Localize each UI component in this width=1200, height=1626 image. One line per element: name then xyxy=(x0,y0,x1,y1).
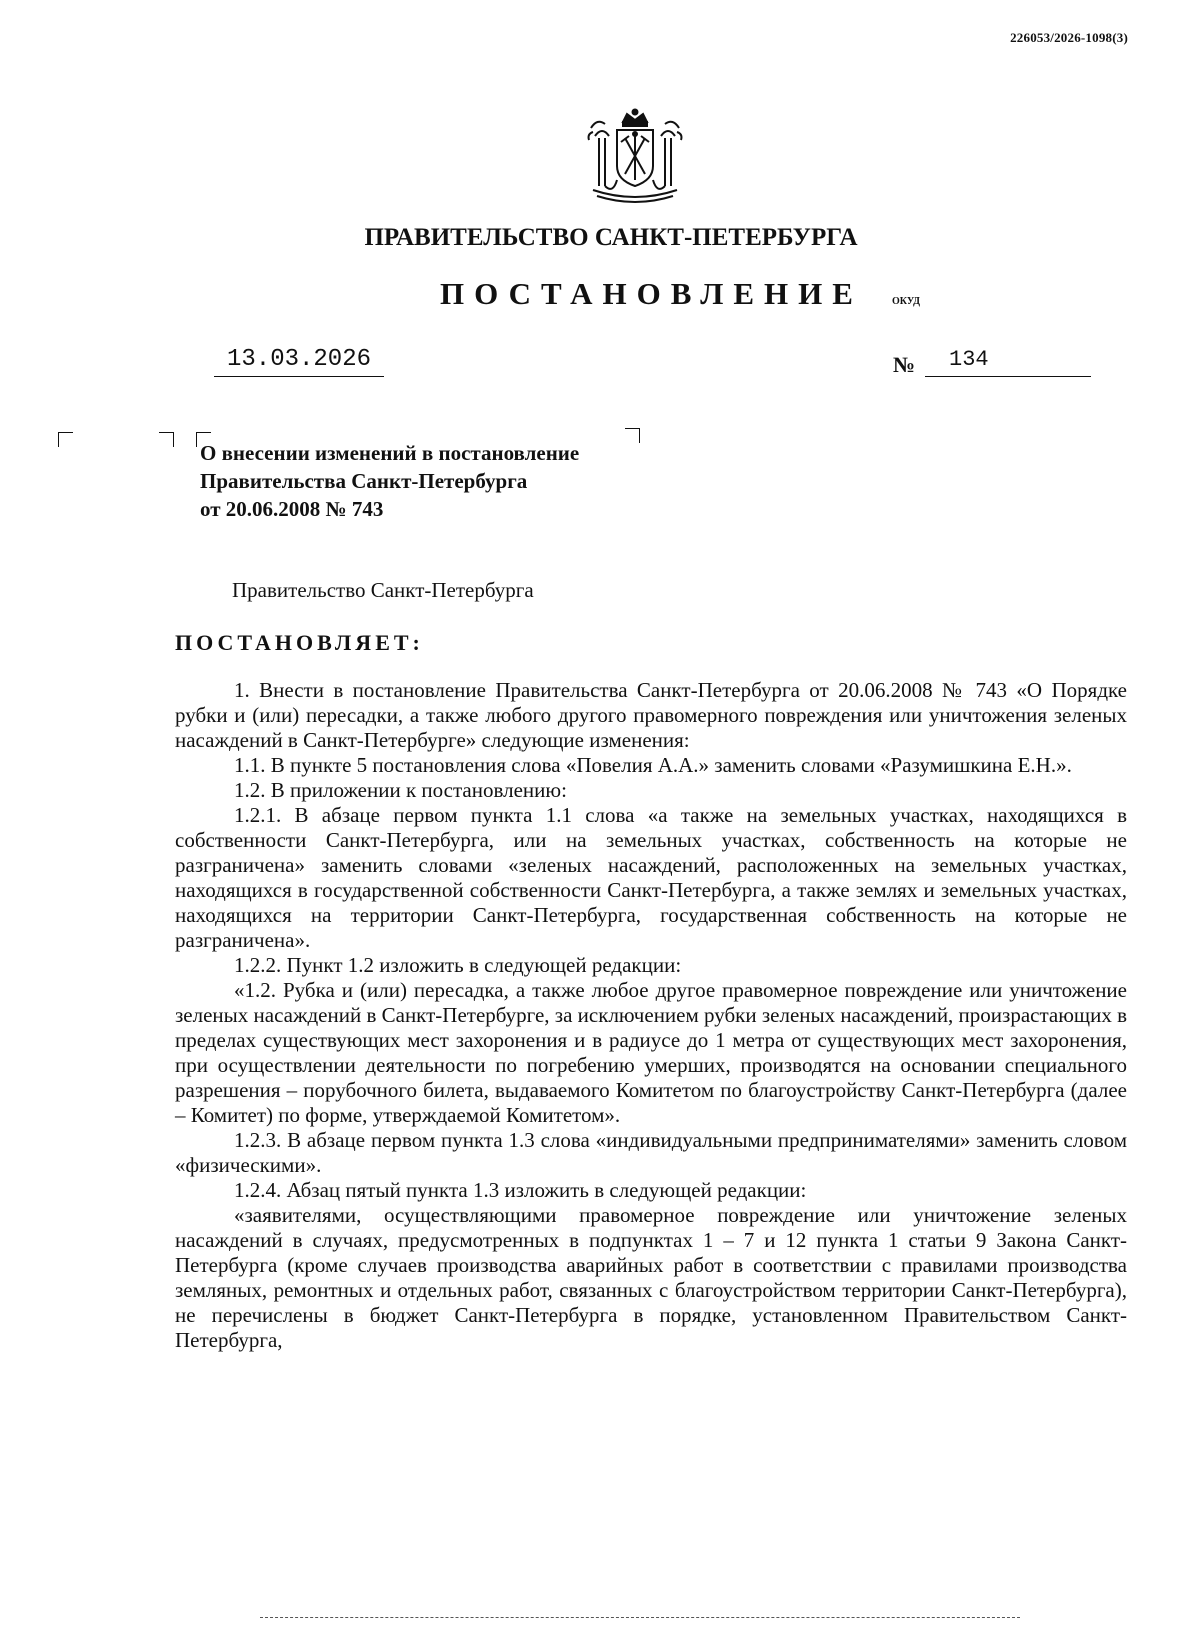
issuer-name: Правительство Санкт-Петербурга xyxy=(232,578,534,602)
document-date: 13.03.2026 xyxy=(226,346,372,373)
corner-mark xyxy=(58,432,73,447)
government-title: ПРАВИТЕЛЬСТВО САНКТ-ПЕТЕРБУРГА xyxy=(364,224,858,251)
document-body xyxy=(175,678,1127,1353)
number-field xyxy=(925,344,1091,377)
body-paragraph: 1.2. В приложении к постановлению: xyxy=(234,778,567,802)
body-paragraph: 1.1. В пункте 5 постановления слова «Повелия А.А.» заменить словами «Разумишкина Е.Н.». xyxy=(234,753,1072,777)
subject-line: О внесении изменений в постановление xyxy=(200,441,580,465)
corner-mark xyxy=(625,428,640,443)
body-paragraph: 1.2.4. Абзац пятый пункта 1.3 изложить в следующей редакции: xyxy=(234,1178,807,1202)
body-paragraph: 1.2.1. В абзаце первом пункта 1.1 слова «а также на земельных участках, находящихся в собственности Санкт-Петербурга, или на земельных участках, собственность на которые не разграничена» заменить словами «зеленых насаждений, расположенных на земельных участках, находящихся в государственной собственности Санкт-Петербурга, а также землях и земельных участках, находящихся на территории Санкт-Петербурга, государственная собственность на которые не разграничена». xyxy=(175,803,1127,952)
date-field xyxy=(214,344,384,377)
body-paragraph: 1. Внести в постановление Правительства Санкт-Петербурга от 20.06.2008 № 743 «О Порядке рубки и (или) пересадки, а также любого другого правомерного повреждения или уничтожения зеленых насаждений в Санкт-Петербурге» следующие изменения: xyxy=(175,678,1127,752)
subject-line: от 20.06.2008 № 743 xyxy=(200,497,384,521)
number-label: № xyxy=(893,352,916,377)
document-number: 134 xyxy=(949,347,989,372)
body-paragraph: «1.2. Рубка и (или) пересадка, а также любое другое правомерное повреждение или уничтожение зеленых насаждений в Санкт-Петербурге, за исключением рубки зеленых насаждений, произрастающих в пределах существующих мест захоронения и в радиусе до 1 метра от существующих мест захоронения, при осуществлении деятельности по погребению умерших, производятся на основании специального разрешения – порубочного билета, выдаваемого Комитетом по благоустройству Санкт-Петербурга (далее – Комитет) по форме, утверждаемой Комитетом». xyxy=(175,978,1127,1127)
document-type: ПОСТАНОВЛЕНИЕ xyxy=(440,276,863,311)
okud-label: ОКУД xyxy=(892,296,921,307)
decides-heading: ПОСТАНОВЛЯЕТ: xyxy=(175,630,424,655)
body-paragraph: «заявителями, осуществляющими правомерное повреждение или уничтожение зеленых насаждений в случаях, предусмотренных в подпунктах 1 – 7 и 12 пункта 1 статьи 9 Закона Санкт-Петербурга (кроме случаев производства аварийных работ в соответствии с правилами производства земляных, ремонтных и отдельных работ, связанных с благоустройством территории Санкт-Петербурга), не перечислены в бюджет Санкт-Петербурга в порядке, установленном Правительством Санкт-Петербурга, xyxy=(175,1203,1127,1352)
coat-of-arms-icon xyxy=(583,108,687,208)
scan-edge-line xyxy=(260,1617,1020,1618)
body-paragraph: 1.2.3. В абзаце первом пункта 1.3 слова «индивидуальными предпринимателями» заменить словом «физическими». xyxy=(175,1128,1127,1177)
document-subject xyxy=(200,439,579,523)
corner-mark xyxy=(159,432,174,447)
body-paragraph: 1.2.2. Пункт 1.2 изложить в следующей редакции: xyxy=(234,953,682,977)
subject-line: Правительства Санкт-Петербурга xyxy=(200,469,528,493)
document-id: 226053/2026-1098(3) xyxy=(1010,30,1128,45)
